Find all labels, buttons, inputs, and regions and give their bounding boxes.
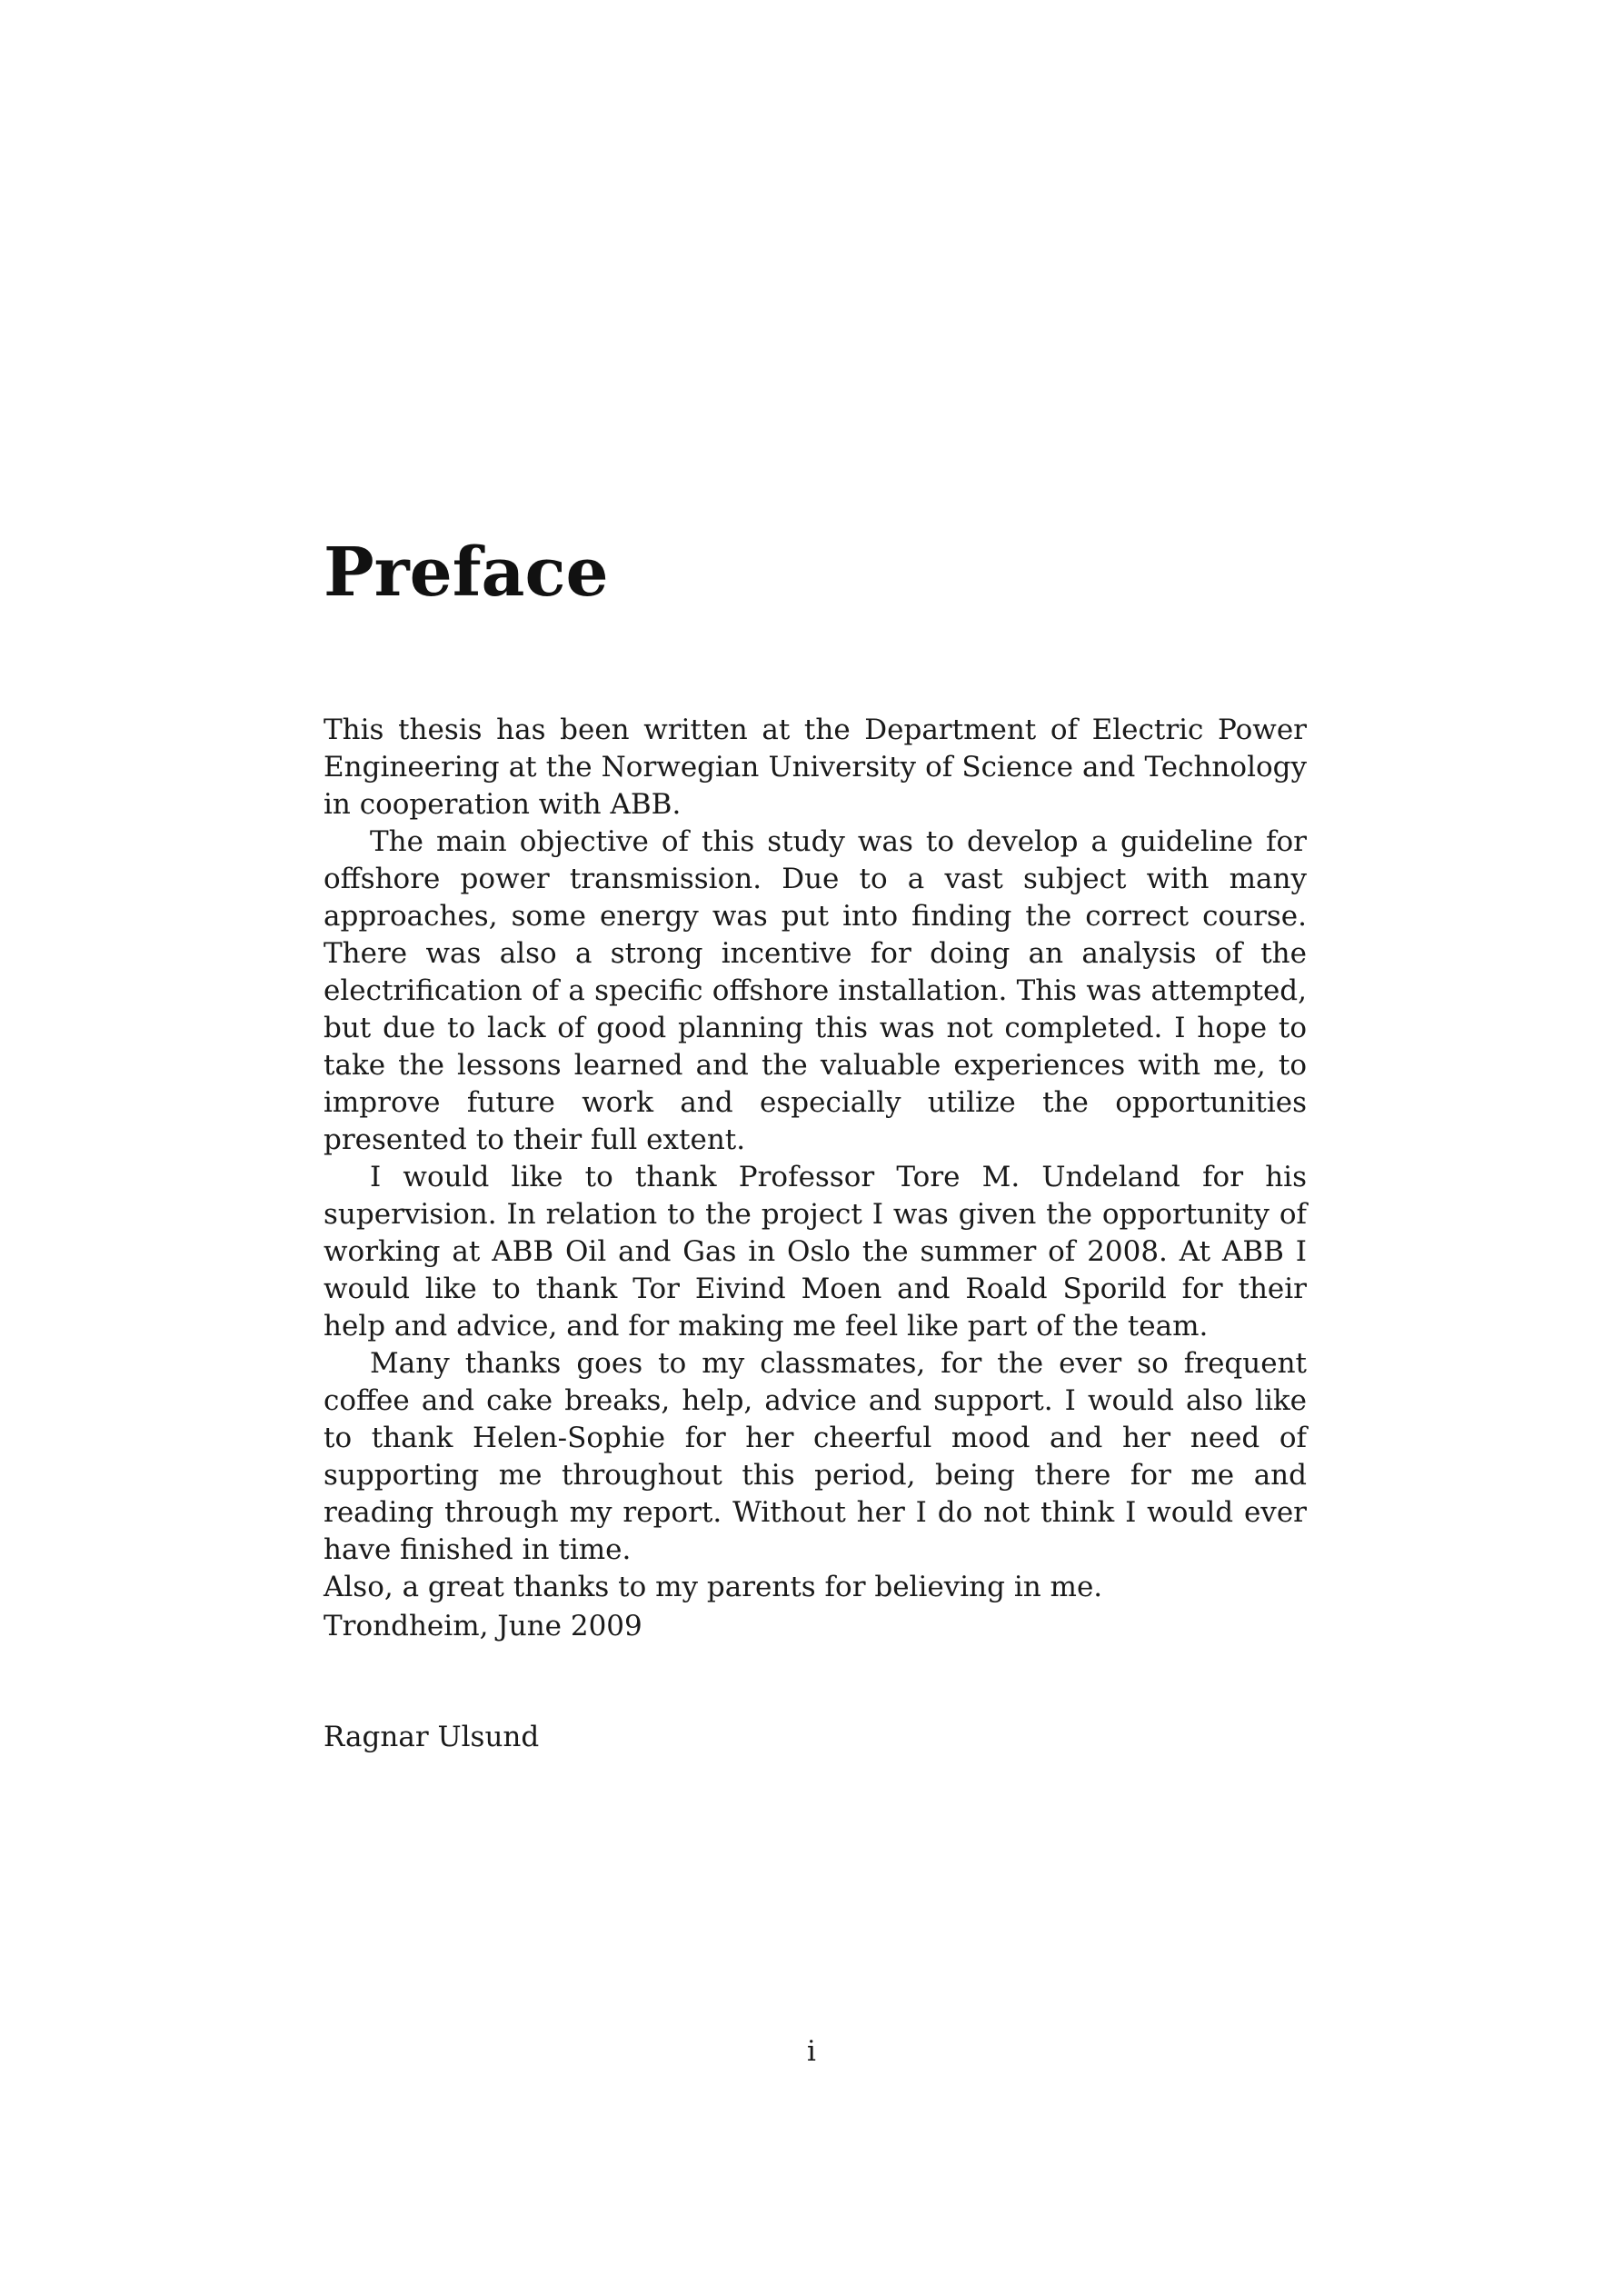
paragraph-5: Also, a great thanks to my parents for believing in me. (324, 1571, 1103, 1603)
preface-body (324, 712, 1307, 1606)
page-title: Preface (324, 534, 609, 612)
place-date: Trondheim, June 2009 (324, 1610, 642, 1642)
paragraph-2: The main objective of this study was to develop a guideline for offshore power transmission. Due to a vast subject with many approaches, some energy was put into finding the correct course. There was also a strong incentive for doing an analysis of the electrification of a specific offshore installation. This was attempted, but due to lack of good planning this was not completed. I hope to take the lessons learned and the valuable experiences with me, to improve future work and especially utilize the opportunities presented to their full extent. (324, 825, 1307, 1156)
paragraph-1: This thesis has been written at the Department of Electric Power Engineering at the Norwegian University of Science and Technology in cooperation with ABB. (324, 714, 1307, 821)
paragraph-3: I would like to thank Professor Tore M. Undeland for his supervision. In relation to the project I was given the opportunity of working at ABB Oil and Gas in Oslo the summer of 2008. At ABB I would like to thank Tor Eivind Moen and Roald Sporild for their help and advice, and for making me feel like part of the team. (324, 1161, 1307, 1343)
author-name: Ragnar Ulsund (324, 1721, 540, 1753)
paragraph-4: Many thanks goes to my classmates, for the ever so frequent coffee and cake breaks, help, advice and support. I would also like to thank Helen-Sophie for her cheerful mood and her need of supporting me throughout this period, being there for me and reading through my report. Without her I do not think I would ever have finished in time. (324, 1347, 1307, 1566)
page-number: i (807, 2035, 816, 2068)
